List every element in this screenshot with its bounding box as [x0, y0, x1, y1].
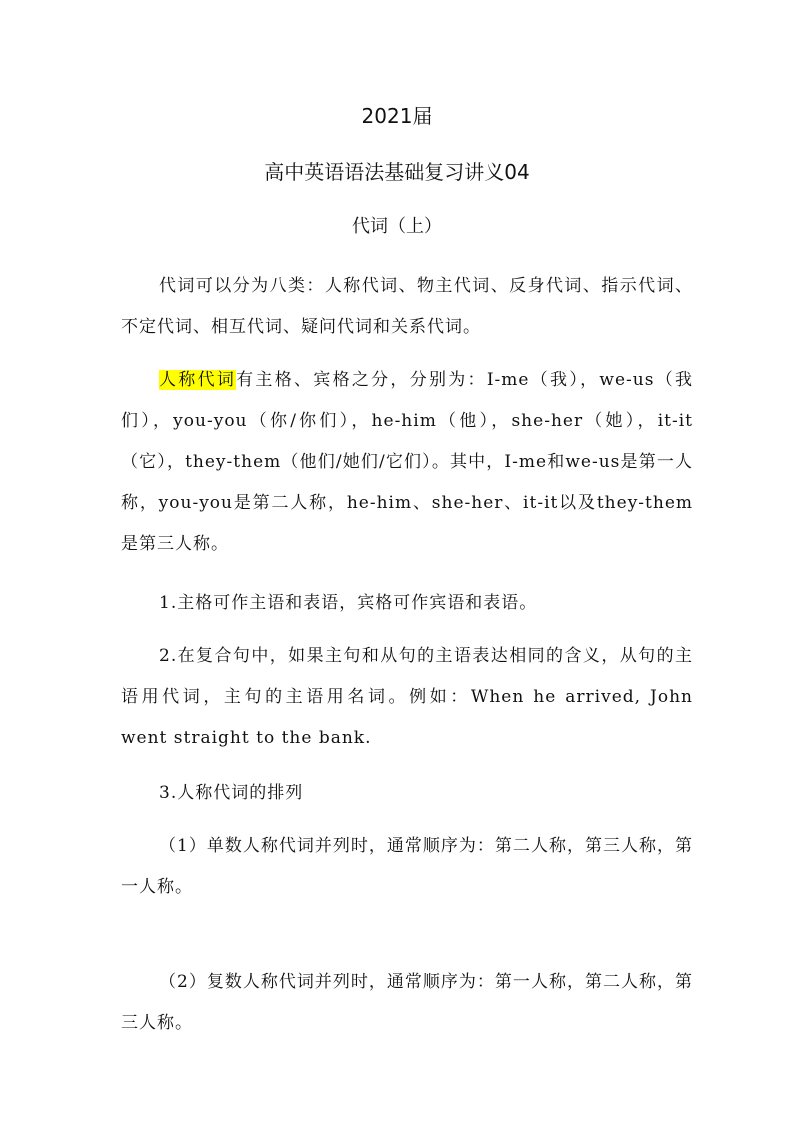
point-1: 1.主格可作主语和表语，宾格可作宾语和表语。	[159, 593, 538, 613]
point-3-heading: 3.人称代词的排列	[159, 783, 304, 803]
document-year: 2021届	[361, 104, 433, 128]
document-subtitle: 代词（上）	[352, 216, 442, 237]
highlighted-term: 人称代词	[159, 370, 237, 390]
intro-paragraph: 代词可以分为八类：人称代词、物主代词、反身代词、指示代词、不定代词、相互代词、疑问代词和关系代词。	[121, 276, 693, 337]
point-2: 2.在复合句中，如果主句和从句的主语表达相同的含义，从句的主语用代词，主句的主语用名词。例如：When he arrived, John went straight to the bank.	[121, 646, 693, 748]
sub-point-1: （1）单数人称代词并列时，通常顺序为：第二人称，第三人称，第一人称。	[121, 836, 693, 897]
sub-point-2: （2）复数人称代词并列时，通常顺序为：第一人称，第二人称，第三人称。	[121, 972, 693, 1033]
document-title: 高中英语语法基础复习讲义04	[264, 160, 530, 184]
personal-pronoun-paragraph	[121, 360, 693, 565]
personal-pronoun-text: 有主格、宾格之分，分别为：I-me（我），we-us（我们），you-you（你/你们），he-him（他），she-her（她），it-it（它），they-them（他们/她们/它们）。其中，I-me和we-us是第一人称，you-you是第二人称，he-him、she-her、it-it以及they-them是第三人称。	[121, 370, 693, 554]
